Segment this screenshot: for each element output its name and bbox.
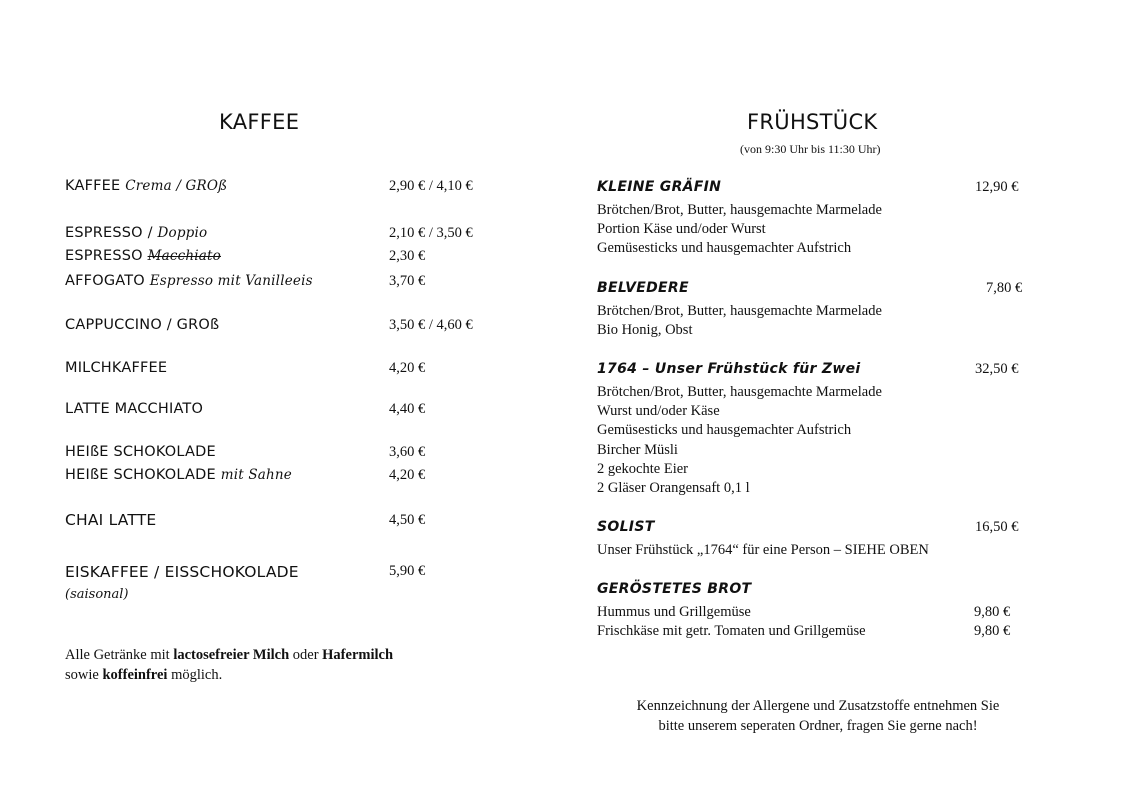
menu-item: 1764 – Unser Frühstück für Zwei — [597, 361, 861, 377]
item-price: 2,30 € — [389, 248, 426, 264]
item-name: HEIßE SCHOKOLADE — [65, 467, 221, 483]
item-name: AFFOGATO — [65, 273, 150, 289]
description-line: Gemüsesticks und hausgemachter Aufstrich — [597, 422, 852, 439]
item-description — [597, 302, 882, 340]
description-line: Gemüsesticks und hausgemachter Aufstrich — [597, 240, 852, 257]
item-description — [597, 201, 882, 259]
item-price: 3,70 € — [389, 273, 426, 289]
item-price: 4,20 € — [389, 360, 426, 376]
item-name: ESPRESSO — [65, 248, 148, 264]
menu-item — [65, 467, 292, 483]
allergen-note — [597, 696, 1039, 736]
menu-item: GERÖSTETES BROT — [597, 581, 752, 597]
item-name: MILCHKAFFEE — [65, 360, 168, 376]
menu-item — [65, 360, 167, 376]
item-price: 16,50 € — [975, 519, 1019, 535]
menu-item — [65, 444, 216, 460]
menu-item: BELVEDERE — [597, 280, 689, 296]
menu-item — [65, 317, 219, 333]
description-line: 2 Gläser Orangensaft 0,1 l — [597, 480, 750, 497]
menu-item — [65, 401, 203, 417]
item-price: 5,90 € — [389, 563, 426, 579]
fruehstueck-subtitle: (von 9:30 Uhr bis 11:30 Uhr) — [740, 142, 881, 156]
item-price: 32,50 € — [975, 361, 1019, 377]
item-price: 2,10 € / 3,50 € — [389, 225, 473, 241]
description-line: Brötchen/Brot, Butter, hausgemachte Marmelade — [597, 384, 882, 400]
description-line: Brötchen/Brot, Butter, hausgemachte Marmelade — [597, 303, 882, 319]
kaffee-title: KAFFEE — [219, 110, 300, 134]
item-name: CHAI LATTE — [65, 511, 157, 529]
fruehstueck-title: FRÜHSTÜCK — [747, 110, 878, 134]
item-price: 4,20 € — [389, 467, 426, 483]
item-price: 2,90 € / 4,10 € — [389, 178, 473, 194]
description-line: Wurst und/oder Käse — [597, 403, 720, 420]
brot-option: Hummus und Grillgemüse — [597, 604, 751, 620]
item-name: EISKAFFEE / EISSCHOKOLADE — [65, 563, 299, 581]
description-line: Portion Käse und/oder Wurst — [597, 221, 766, 238]
item-price: 3,60 € — [389, 444, 426, 460]
menu-item — [65, 563, 299, 581]
item-suffix: Crema / GROß — [125, 178, 228, 194]
note-text: sowie — [65, 666, 103, 683]
menu-item — [65, 178, 227, 194]
description-line: Bircher Müsli — [597, 441, 678, 458]
menu-item — [65, 273, 313, 289]
menu-item: SOLIST — [597, 519, 655, 535]
description-line: 2 gekochte Eier — [597, 460, 688, 477]
item-suffix: Macchiato — [147, 248, 221, 264]
item-suffix: Espresso mit Vanilleeis — [149, 273, 313, 289]
note-bold: lactosefreier Milch — [173, 647, 290, 663]
item-price: 3,50 € / 4,60 € — [389, 317, 473, 333]
item-suffix: Doppio — [157, 225, 208, 241]
item-suffix: mit Sahne — [220, 467, 292, 483]
menu-item — [65, 225, 207, 241]
item-name: HEIßE SCHOKOLADE — [65, 444, 216, 460]
allergen-line: bitte unserem seperaten Ordner, fragen Sie gerne nach! — [658, 718, 978, 734]
item-description — [597, 383, 882, 498]
item-description — [597, 541, 929, 560]
seasonal-label: (saisonal) — [65, 587, 129, 602]
item-price: 4,40 € — [389, 401, 426, 417]
item-name: KAFFEE — [65, 178, 121, 194]
brot-option: Frischkäse mit getr. Tomaten und Grillgemüse — [597, 623, 866, 639]
menu-item — [65, 511, 156, 529]
allergen-line: Kennzeichnung der Allergene und Zusatzstoffe entnehmen Sie — [636, 698, 1000, 714]
item-price: 4,50 € — [389, 512, 426, 528]
description-line: Bio Honig, Obst — [597, 322, 693, 339]
item-price: 9,80 € — [974, 623, 1011, 639]
note-text: Alle Getränke mit — [65, 647, 174, 663]
note-bold: koffeinfrei — [102, 666, 168, 683]
item-price: 9,80 € — [974, 604, 1011, 620]
milk-note — [65, 646, 393, 685]
menu-item: KLEINE GRÄFIN — [597, 179, 722, 195]
item-price: 7,80 € — [986, 280, 1023, 296]
description-line: Brötchen/Brot, Butter, hausgemachte Marmelade — [597, 202, 882, 218]
item-name: ESPRESSO / — [65, 225, 158, 241]
item-name: CAPPUCCINO / GROß — [65, 317, 220, 333]
menu-item — [65, 248, 221, 264]
item-name: LATTE MACCHIATO — [65, 401, 204, 417]
description-line: Unser Frühstück „1764“ für eine Person – SIEHE OBEN — [597, 542, 929, 558]
item-price: 12,90 € — [975, 179, 1019, 195]
note-text: möglich. — [167, 666, 223, 683]
note-text: oder — [289, 647, 323, 663]
note-bold: Hafermilch — [322, 647, 394, 663]
